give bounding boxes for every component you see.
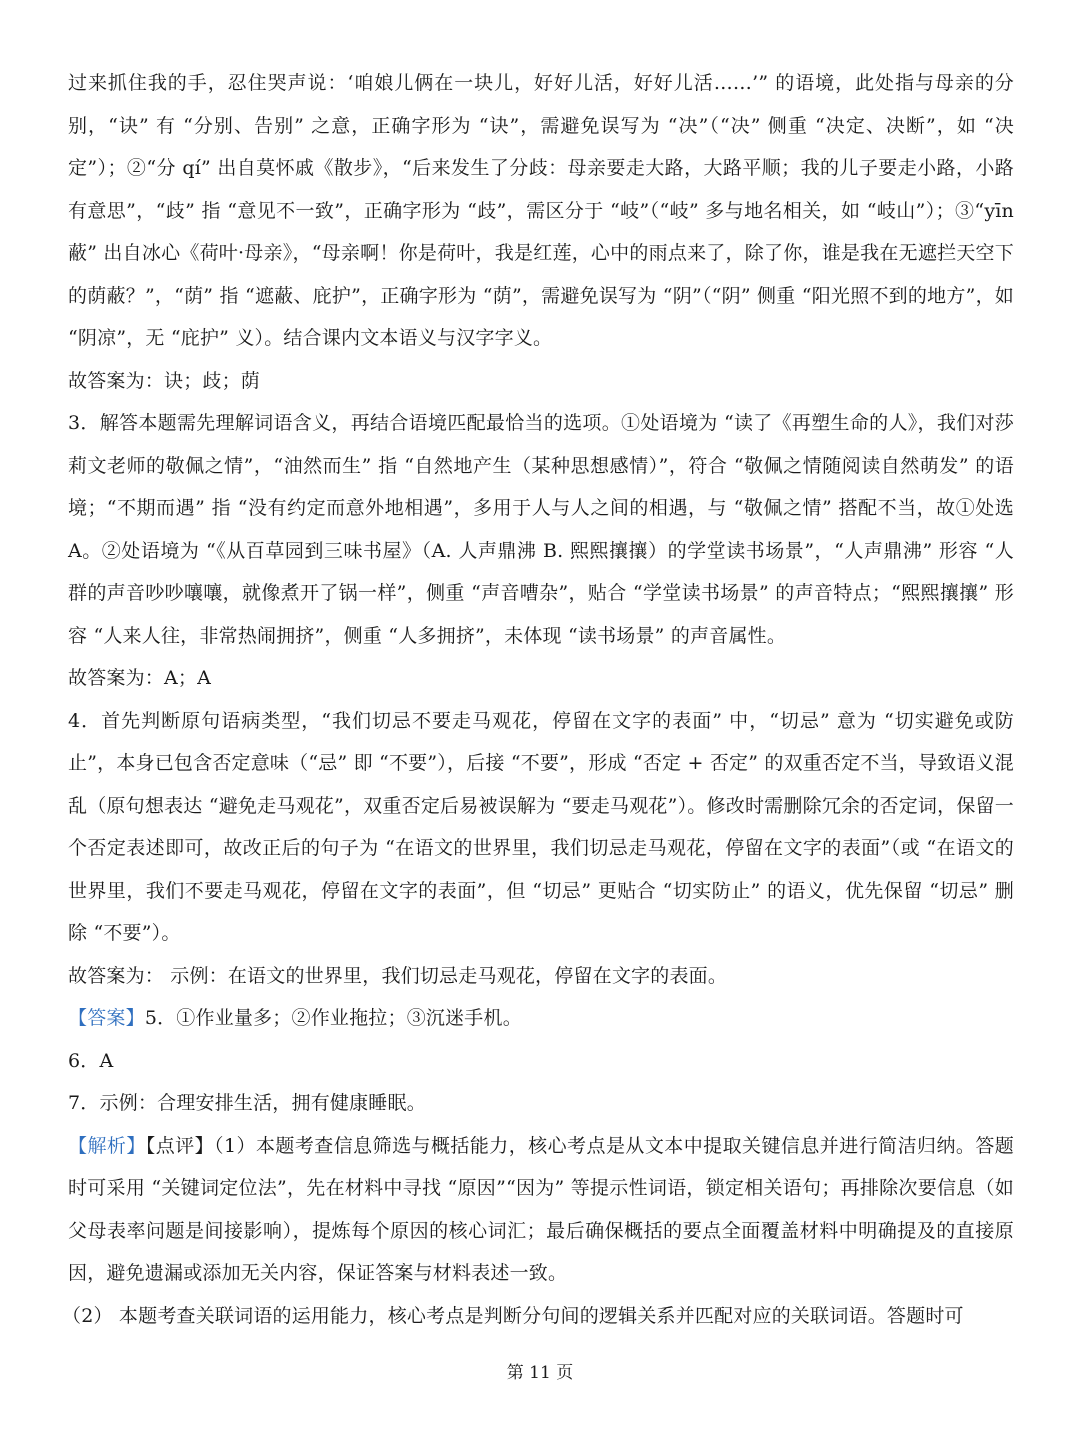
answer-5-line [68,997,1014,1040]
analysis-tag: 【解析】 [68,1134,146,1157]
answer-7: 7．示例：合理安排生活，拥有健康睡眠。 [68,1092,426,1114]
analysis-1 [68,1125,1014,1295]
analysis-2: （2） 本题考查关联词语的运用能力，核心考点是判断分句间的逻辑关系并匹配对应的关联词语。答题时可 [62,1304,964,1327]
page-number: 第 11 页 [506,1363,574,1383]
paragraph-4: 4．首先判断原句语病类型，“我们切忌不要走马观花，停留在文字的表面” 中，“切忌” 意为 “切实避免或防止”，本身已包含否定意味（“忌” 即 “不要”），后接 “不要”，形成 “否定 + 否定” 的双重否定不当，导致语义混乱（原句想表达 “避免走马观花”，双重否定后易被误解为 “要走马观花”）。修改时需删除冗余的否定词，保留一个否定表述即可，故改正后的句子为 “在语文的世界里，我们切忌走马观花，停留在文字的表面”（或 “在语文的世界里，我们不要走马观花，停留在文字的表面”，但 “切忌” 更贴合 “切实防止” 的语义，优先保留 “切忌” 删除 “不要”）。 [68,709,1014,944]
answer-6: 6．A [68,1049,114,1072]
answer-4: 故答案为： 示例：在语文的世界里，我们切忌走马观花，停留在文字的表面。 [68,964,728,987]
document-body [62,62,1014,1337]
answer-tag: 【答案】 [68,1007,145,1029]
analysis-1-text: 【点评】（1）本题考查信息筛选与概括能力，核心考点是从文本中提取关键信息并进行简洁归纳。答题时可采用 “关键词定位法”，先在材料中寻找 “原因”“因为” 等提示性词语，锁定相关语句；再排除次要信息（如父母表率问题是间接影响），提炼每个原因的核心词汇；最后确保概括的要点全面覆盖材料中明确提及的直接原因，避免遗漏或添加无关内容，保证答案与材料表述一致。 [68,1134,1014,1284]
answer-2: 故答案为：诀；歧；荫 [68,369,261,392]
answer-3: 故答案为：A；A [68,667,212,689]
paragraph-3: 3．解答本题需先理解词语含义，再结合语境匹配最恰当的选项。①处语境为 “读了《再塑生命的人》，我们对莎莉文老师的敬佩之情”，“油然而生” 指 “自然地产生（某种思想感情）”，符合 “敬佩之情随阅读自然萌发” 的语境；“不期而遇” 指 “没有约定而意外地相遇”，多用于人与人之间的相遇，与 “敬佩之情” 搭配不当，故①处选 A。②处语境为 “《从百草园到三味书屋》（A. 人声鼎沸 B. 熙熙攘攘）的学堂读书场景”，“人声鼎沸” 形容 “人群的声音吵吵嚷嚷，就像煮开了锅一样”，侧重 “声音嘈杂”，贴合 “学堂读书场景” 的声音特点；“熙熙攘攘” 形容 “人来人往，非常热闹拥挤”，侧重 “人多拥挤”，未体现 “读书场景” 的声音属性。 [68,412,1014,647]
answer-5: 5．①作业量多；②作业拖拉；③沉迷手机。 [144,1007,522,1029]
paragraph-2-continued: 过来抓住我的手，忍住哭声说：‘咱娘儿俩在一块儿，好好儿活，好好儿活……’” 的语境，此处指与母亲的分别，“诀” 有 “分别、告别” 之意，正确字形为 “诀”，需避免误写为 “决”（“决” 侧重 “决定、决断”，如 “决定”）；②“分 qí” 出自莫怀戚《散步》，“后来发生了分歧：母亲要走大路，大路平顺；我的儿子要走小路，小路有意思”，“歧” 指 “意见不一致”，正确字形为 “歧”，需区分于 “岐”（“岐” 多与地名相关，如 “岐山”）；③“yīn 蔽” 出自冰心《荷叶·母亲》，“母亲啊！你是荷叶，我是红莲，心中的雨点来了，除了你，谁是我在无遮拦天空下的荫蔽？”，“荫” 指 “遮蔽、庇护”，正确字形为 “荫”，需避免误写为 “阴”（“阴” 侧重 “阳光照不到的地方”，如 “阴凉”，无 “庇护” 义）。结合课内文本语义与汉字字义。 [68,72,1014,349]
